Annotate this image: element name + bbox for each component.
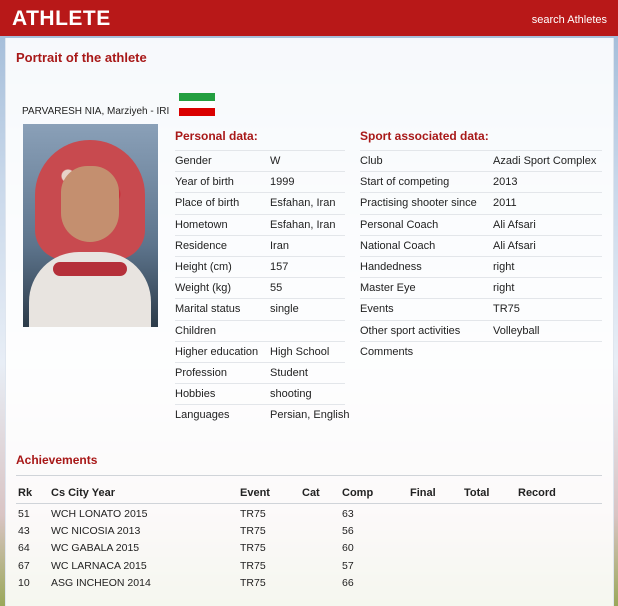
record-header: Record xyxy=(518,487,556,499)
personal-value: Iran xyxy=(270,240,289,252)
personal-row-divider xyxy=(175,320,345,321)
sport-label: Other sport activities xyxy=(360,325,461,337)
table-cell-comp: 57 xyxy=(342,560,354,572)
table-cell-event: TR75 xyxy=(240,525,266,537)
personal-row-divider xyxy=(175,235,345,236)
sport-value: Azadi Sport Complex xyxy=(493,155,597,167)
table-cell-comp: 63 xyxy=(342,508,354,520)
personal-row-divider xyxy=(175,277,345,278)
flag-stripe-green xyxy=(179,93,215,101)
total-header: Total xyxy=(464,487,490,499)
personal-row-divider xyxy=(175,298,345,299)
personal-value: 157 xyxy=(270,261,289,273)
personal-label: Height (cm) xyxy=(175,261,232,273)
table-cell-rk: 67 xyxy=(18,560,30,572)
photo-face xyxy=(61,166,119,242)
sport-label: Handedness xyxy=(360,261,422,273)
personal-row-divider xyxy=(175,383,345,384)
personal-row-divider xyxy=(175,256,345,257)
personal-label: Gender xyxy=(175,155,212,167)
sport-label: National Coach xyxy=(360,240,436,252)
personal-label: Year of birth xyxy=(175,176,234,188)
table-cell-rk: 43 xyxy=(18,525,30,537)
search-athletes-link[interactable]: search Athletes xyxy=(531,14,607,26)
personal-label: Languages xyxy=(175,409,230,421)
table-cell-cs: WC NICOSIA 2013 xyxy=(51,525,141,537)
sport-label: Events xyxy=(360,303,394,315)
personal-label: Place of birth xyxy=(175,197,240,209)
personal-label: Hometown xyxy=(175,219,228,231)
sport-value: 2011 xyxy=(493,197,517,209)
table-cell-cs: WC LARNACA 2015 xyxy=(51,560,147,572)
personal-value: 1999 xyxy=(270,176,295,188)
rk-header: Rk xyxy=(18,487,33,499)
sport-label: Start of competing xyxy=(360,176,450,188)
page-title: ATHLETE xyxy=(12,7,111,30)
personal-value: Student xyxy=(270,367,308,379)
personal-label: Residence xyxy=(175,240,227,252)
photo-stripe xyxy=(53,262,127,276)
sport-label: Practising shooter since xyxy=(360,197,477,209)
flag-stripe-white xyxy=(179,101,215,109)
personal-row-divider xyxy=(175,404,345,405)
personal-value: Esfahan, Iran xyxy=(270,197,336,209)
sport-label: Comments xyxy=(360,346,414,358)
sport-value: TR75 xyxy=(493,303,520,315)
sport-row-divider xyxy=(360,341,602,342)
table-cell-comp: 66 xyxy=(342,577,354,589)
event-header: Event xyxy=(240,487,270,499)
personal-row-divider xyxy=(175,192,345,193)
table-cell-cs: WCH LONATO 2015 xyxy=(51,508,148,520)
personal-value: single xyxy=(270,303,299,315)
table-cell-rk: 51 xyxy=(18,508,30,520)
page-header xyxy=(0,0,618,36)
personal-data-title: Personal data: xyxy=(175,129,258,143)
table-cell-comp: 60 xyxy=(342,542,354,554)
portrait-title: Portrait of the athlete xyxy=(16,50,147,65)
personal-label: Marital status xyxy=(175,303,241,315)
table-cell-event: TR75 xyxy=(240,577,266,589)
personal-value: Esfahan, Iran xyxy=(270,219,336,231)
sport-value: right xyxy=(493,261,515,273)
table-cell-rk: 64 xyxy=(18,542,30,554)
personal-row-divider xyxy=(175,171,345,172)
personal-label: Children xyxy=(175,325,216,337)
personal-value: Persian, English xyxy=(270,409,350,421)
personal-label: Weight (kg) xyxy=(175,282,232,294)
iran-flag-icon xyxy=(179,93,215,116)
sport-data-title: Sport associated data: xyxy=(360,129,489,143)
table-cell-cs: ASG INCHEON 2014 xyxy=(51,577,151,589)
table-cell-event: TR75 xyxy=(240,560,266,572)
sport-row-divider xyxy=(360,235,602,236)
table-cell-cs: WC GABALA 2015 xyxy=(51,542,140,554)
sport-row-divider xyxy=(360,320,602,321)
personal-row-divider xyxy=(175,362,345,363)
personal-value: High School xyxy=(270,346,330,358)
flag-stripe-red xyxy=(179,108,215,116)
table-cell-event: TR75 xyxy=(240,508,266,520)
athlete-photo xyxy=(23,124,158,327)
sport-value: 2013 xyxy=(493,176,518,188)
table-cell-event: TR75 xyxy=(240,542,266,554)
personal-value: 55 xyxy=(270,282,283,294)
personal-label: Profession xyxy=(175,367,227,379)
table-header-divider xyxy=(16,503,602,504)
sport-value: Ali Afsari xyxy=(493,240,536,252)
personal-label: Hobbies xyxy=(175,388,216,400)
sport-label: Master Eye xyxy=(360,282,416,294)
table-cell-comp: 56 xyxy=(342,525,354,537)
sport-value: Volleyball xyxy=(493,325,540,337)
personal-value: shooting xyxy=(270,388,312,400)
sport-row-divider xyxy=(360,277,602,278)
personal-row-divider xyxy=(175,150,345,151)
sport-row-divider xyxy=(360,192,602,193)
achievements-divider xyxy=(16,475,602,476)
sport-row-divider xyxy=(360,256,602,257)
sport-label: Club xyxy=(360,155,383,167)
sport-value: right xyxy=(493,282,515,294)
personal-row-divider xyxy=(175,341,345,342)
sport-row-divider xyxy=(360,214,602,215)
table-cell-rk: 10 xyxy=(18,577,30,589)
cs-city-year-header: Cs City Year xyxy=(51,487,116,499)
athlete-name: PARVARESH NIA, Marziyeh - IRI xyxy=(22,106,170,117)
achievements-title: Achievements xyxy=(16,453,98,467)
sport-row-divider xyxy=(360,171,602,172)
sport-row-divider xyxy=(360,298,602,299)
sport-row-divider xyxy=(360,150,602,151)
final-header: Final xyxy=(410,487,436,499)
personal-label: Higher education xyxy=(175,346,259,358)
sport-value: Ali Afsari xyxy=(493,219,536,231)
sport-label: Personal Coach xyxy=(360,219,439,231)
personal-row-divider xyxy=(175,214,345,215)
cat-header: Cat xyxy=(302,487,320,499)
comp-header: Comp xyxy=(342,487,374,499)
personal-value: W xyxy=(270,155,281,167)
